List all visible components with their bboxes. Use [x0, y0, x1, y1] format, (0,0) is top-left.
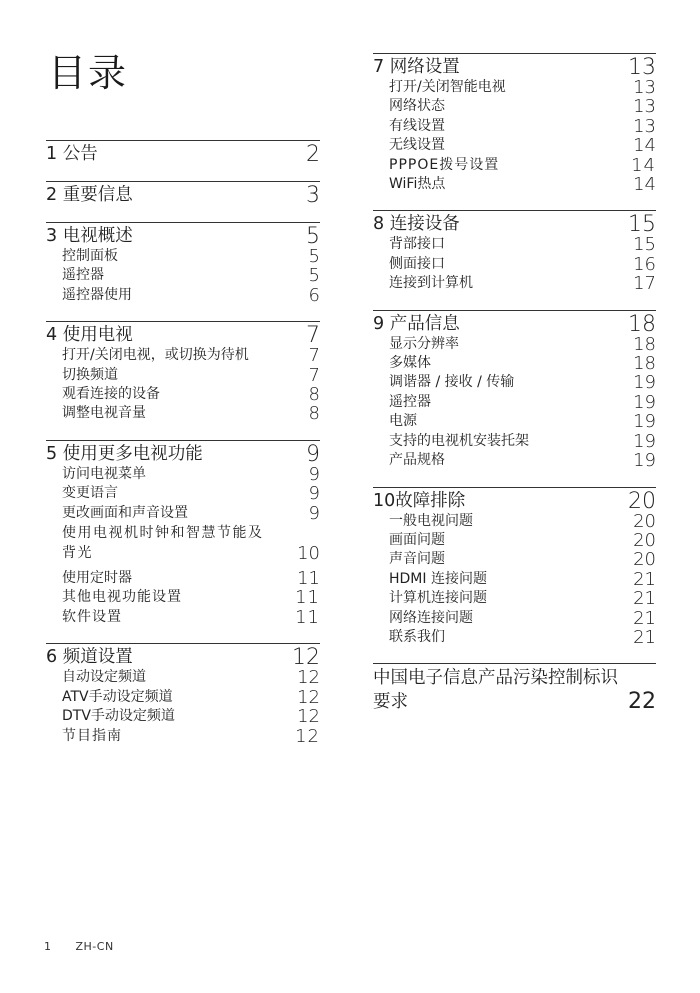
- toc-section: [46, 222, 320, 305]
- section-title: 产品信息: [389, 313, 460, 334]
- section-page: 18: [628, 311, 656, 337]
- entry-page: 15: [633, 234, 656, 256]
- toc-entry[interactable]: [46, 588, 320, 607]
- entry-page: 19: [633, 430, 656, 452]
- toc-entry[interactable]: [373, 78, 656, 97]
- section-page: 9: [306, 441, 320, 467]
- section-title: 重要信息: [62, 185, 133, 205]
- entry-page: 19: [633, 450, 656, 472]
- section-title: 连接设备: [389, 214, 460, 235]
- section-number: 5: [46, 443, 58, 464]
- toc-section: [373, 210, 656, 293]
- section-page: 3: [306, 183, 320, 208]
- entry-title: 节目指南: [62, 727, 122, 744]
- section-page: 12: [292, 645, 320, 671]
- entry-title: 控制面板: [62, 248, 118, 264]
- entry-page: 13: [633, 115, 656, 137]
- entry-page: 10: [297, 542, 320, 564]
- entry-title: 遥控器: [389, 393, 431, 410]
- entry-title: 产品规格: [389, 452, 445, 469]
- toc-entry[interactable]: [46, 385, 320, 404]
- toc-entry[interactable]: [373, 136, 656, 155]
- toc-entry[interactable]: [46, 707, 320, 726]
- entry-title: 观看连接的设备: [62, 386, 160, 403]
- toc-section: [373, 487, 656, 648]
- toc-section: [46, 181, 320, 206]
- entry-title: 连接到计算机: [389, 275, 473, 292]
- section-page: 7: [306, 323, 320, 349]
- entry-page: 19: [633, 372, 656, 394]
- entry-title: 显示分辨率: [389, 335, 459, 352]
- entry-title: WiFi热点: [389, 176, 446, 193]
- toc-entry[interactable]: [373, 609, 656, 628]
- entry-page: 8: [308, 384, 320, 406]
- toc-entry[interactable]: [373, 412, 656, 431]
- toc-entry[interactable]: [373, 235, 656, 254]
- entry-page: 11: [295, 587, 320, 609]
- entry-page: 9: [308, 502, 320, 524]
- toc-entry[interactable]: [46, 266, 320, 285]
- section-title: 使用电视: [62, 325, 133, 346]
- section-number: 6: [46, 647, 58, 668]
- toc-section: [46, 140, 320, 165]
- section-number: 9: [373, 313, 385, 334]
- section-title: 使用更多电视功能: [62, 443, 203, 464]
- section-number: 2: [46, 185, 58, 205]
- toc-section-heading[interactable]: [46, 185, 320, 206]
- entry-title: 有线设置: [389, 117, 445, 134]
- toc-entry[interactable]: [46, 465, 320, 484]
- entry-title: ATV手动设定频道: [62, 688, 173, 705]
- toc-entry[interactable]: [46, 346, 320, 365]
- entry-page: 20: [633, 510, 656, 532]
- toc-entry[interactable]: [46, 504, 320, 523]
- entry-page: 12: [297, 686, 320, 708]
- toc-section: [373, 663, 656, 714]
- entry-title: 调谐器 / 接收 / 传输: [389, 374, 515, 391]
- section-title: 网络设置: [389, 57, 460, 77]
- entry-page: 21: [633, 588, 656, 610]
- section-number: 7: [373, 57, 385, 77]
- toc-entry[interactable]: [373, 570, 656, 589]
- entry-title: 软件设置: [62, 608, 122, 625]
- entry-title: 更改画面和声音设置: [62, 504, 188, 521]
- entry-page: 19: [633, 391, 656, 413]
- entry-title: 多媒体: [389, 355, 431, 372]
- entry-title: 遥控器使用: [62, 286, 132, 303]
- entry-page: 7: [308, 364, 320, 386]
- entry-page: 14: [633, 174, 656, 196]
- section-number: 3: [46, 226, 58, 246]
- entry-title: 背部接口: [389, 236, 445, 253]
- toc-section-heading[interactable]: [46, 441, 320, 467]
- entry-page: 11: [297, 568, 320, 590]
- entry-page: 21: [633, 568, 656, 590]
- entry-page: 12: [297, 667, 320, 689]
- toc-entry[interactable]: [373, 97, 656, 116]
- toc-section-heading[interactable]: [46, 144, 320, 165]
- toc-section: [46, 643, 320, 746]
- toc-entry[interactable]: [373, 373, 656, 392]
- entry-title: DTV手动设定频道: [62, 708, 175, 725]
- toc-entry[interactable]: [373, 628, 656, 647]
- section-page: 5: [306, 224, 320, 249]
- entry-page: 14: [631, 154, 656, 176]
- toc-entry[interactable]: [373, 393, 656, 412]
- entry-title: 计算机连接问题: [389, 590, 487, 607]
- entry-page: 19: [633, 411, 656, 433]
- toc-entry[interactable]: [373, 432, 656, 451]
- toc-entry[interactable]: [46, 484, 320, 503]
- entry-title: 变更语言: [62, 485, 118, 502]
- toc-section-heading-cont[interactable]: [373, 690, 656, 714]
- entry-title: 网络连接问题: [389, 609, 473, 626]
- toc-entry[interactable]: [46, 523, 320, 563]
- toc-entry[interactable]: [373, 255, 656, 274]
- toc-section-heading[interactable]: [46, 226, 320, 247]
- section-title: 公告: [62, 144, 98, 164]
- toc-entry[interactable]: [373, 175, 656, 194]
- toc-entry[interactable]: [46, 404, 320, 423]
- entry-title: 调整电视音量: [62, 405, 146, 422]
- toc-entry[interactable]: [46, 569, 320, 588]
- entry-title: 其他电视功能设置: [62, 589, 182, 606]
- entry-title: 自动设定频道: [62, 669, 146, 686]
- toc-entry[interactable]: [373, 589, 656, 608]
- toc-section-heading[interactable]: [373, 311, 656, 337]
- section-number: 8: [373, 214, 385, 235]
- footer-locale: ZH-CN: [75, 940, 114, 953]
- entry-page: 14: [633, 135, 656, 157]
- toc-entry[interactable]: [46, 668, 320, 687]
- toc-entry[interactable]: [373, 550, 656, 569]
- section-number: 10: [373, 490, 396, 511]
- entry-title: 切换频道: [62, 366, 118, 383]
- entry-page: 17: [633, 273, 656, 295]
- entry-title: HDMI 连接问题: [389, 570, 487, 587]
- toc-right-column: [373, 53, 656, 730]
- entry-title: 侧面接口: [389, 255, 445, 272]
- entry-title: 联系我们: [389, 628, 445, 645]
- toc-section-heading[interactable]: [46, 645, 320, 671]
- entry-title: 遥控器: [62, 267, 104, 284]
- toc-section: [373, 53, 656, 194]
- toc-entry[interactable]: [373, 335, 656, 354]
- section-page: 15: [628, 212, 656, 238]
- toc-section-heading[interactable]: [373, 212, 656, 238]
- entry-title: 使用定时器: [62, 570, 132, 587]
- entry-page: 20: [633, 529, 656, 551]
- section-number: 1: [46, 144, 58, 164]
- entry-page: 13: [633, 96, 656, 118]
- toc-section: [46, 321, 320, 424]
- entry-title: 网络状态: [389, 98, 445, 115]
- entry-page: 5: [308, 246, 320, 267]
- entry-page: 8: [308, 403, 320, 425]
- toc-section-heading[interactable]: [373, 488, 656, 514]
- entry-page: 12: [297, 706, 320, 728]
- section-title: 要求: [373, 692, 408, 713]
- toc-entry[interactable]: [373, 512, 656, 531]
- entry-page: 12: [295, 725, 320, 747]
- section-title: 故障排除: [395, 490, 466, 511]
- entry-title: 使用电视机时钟和智慧节能及背光: [62, 525, 264, 562]
- section-number: 4: [46, 325, 58, 346]
- entry-title: 支持的电视机安装托架: [389, 432, 529, 449]
- toc-entry[interactable]: [46, 247, 320, 266]
- entry-page: 9: [308, 463, 320, 485]
- entry-title: 画面问题: [389, 531, 445, 548]
- toc-section-heading[interactable]: [373, 57, 656, 78]
- entry-page: 9: [308, 483, 320, 505]
- toc-entry[interactable]: [46, 727, 320, 746]
- toc-section: [373, 310, 656, 471]
- toc-entry[interactable]: [46, 366, 320, 385]
- entry-page: 20: [633, 549, 656, 571]
- toc-entry[interactable]: [373, 156, 656, 175]
- section-page: 22: [628, 689, 656, 715]
- entry-title: 打开/关闭智能电视: [389, 79, 506, 95]
- section-page: 20: [628, 488, 656, 514]
- section-page: 13: [628, 55, 656, 80]
- entry-page: 7: [308, 345, 320, 367]
- toc-entry[interactable]: [373, 117, 656, 136]
- entry-page: 21: [633, 607, 656, 629]
- page-footer: [44, 940, 138, 953]
- entry-title: 打开/关闭电视，或切换为待机: [62, 347, 249, 364]
- entry-page: 11: [295, 606, 320, 628]
- toc-entry[interactable]: [46, 286, 320, 305]
- entry-page: 16: [633, 253, 656, 275]
- entry-title: PPPOE拨号设置: [389, 156, 500, 173]
- entry-page: 5: [308, 265, 320, 287]
- entry-page: 21: [633, 626, 656, 648]
- toc-entry[interactable]: [373, 531, 656, 550]
- entry-title: 无线设置: [389, 137, 445, 154]
- section-title: 电视概述: [62, 226, 133, 246]
- entry-title: 电源: [389, 413, 417, 430]
- entry-title: 访问电视菜单: [62, 465, 146, 482]
- entry-page: 18: [633, 333, 656, 355]
- entry-page: 13: [633, 77, 656, 98]
- entry-title: 一般电视问题: [389, 512, 473, 529]
- toc-entry[interactable]: [373, 274, 656, 293]
- entry-page: 18: [633, 353, 656, 375]
- entry-page: 6: [308, 284, 320, 306]
- toc-entry[interactable]: [46, 688, 320, 707]
- section-page: 2: [306, 142, 320, 167]
- toc-entry[interactable]: [46, 608, 320, 627]
- toc-entry[interactable]: [373, 451, 656, 470]
- toc-section: [46, 440, 320, 627]
- toc-section-heading[interactable]: [46, 323, 320, 349]
- page-title: 目录: [48, 51, 129, 95]
- footer-page-number: 1: [44, 940, 52, 953]
- toc-entry[interactable]: [373, 354, 656, 373]
- toc-section-heading[interactable]: 中国电子信息产品污染控制标识: [373, 668, 618, 689]
- toc-left-column: [46, 140, 320, 762]
- section-title: 频道设置: [62, 647, 133, 668]
- entry-title: 声音问题: [389, 551, 445, 568]
